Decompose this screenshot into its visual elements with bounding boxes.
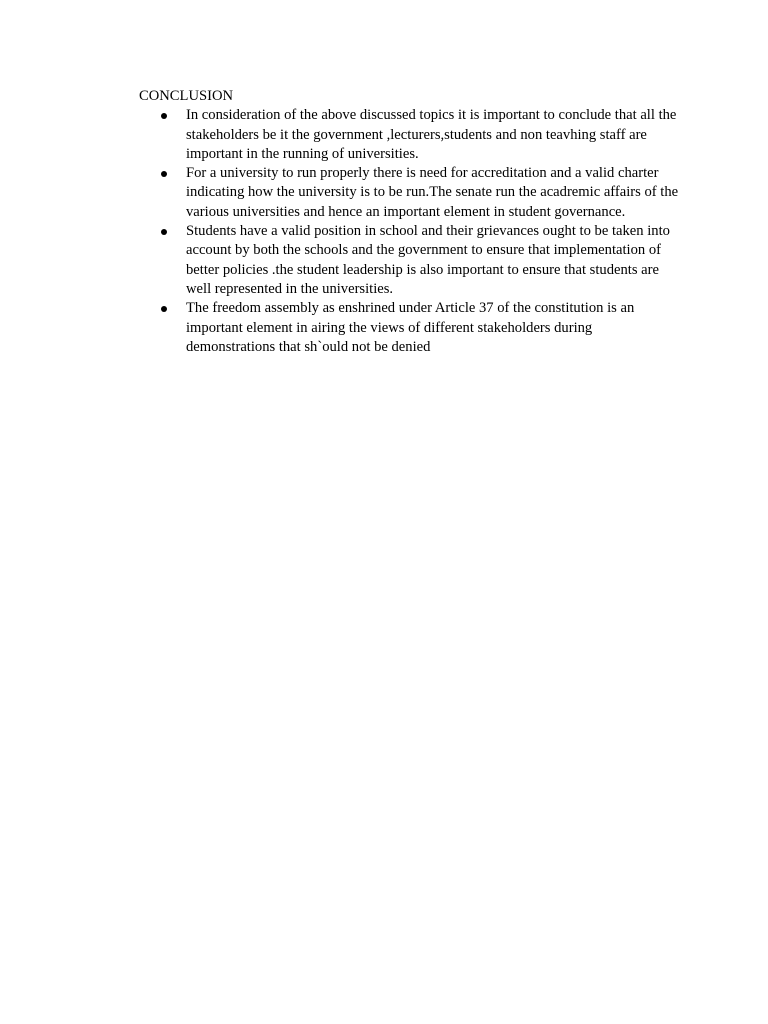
bullet-text: Students have a valid position in school and their grievances ought to be taken into account by both the schools and the government to ensure that implementation of better policies .the student leadership is also important to ensure that students are well represented in the universities. bbox=[186, 223, 670, 297]
bullet-item bbox=[139, 299, 679, 357]
bullet-list bbox=[139, 106, 679, 357]
bullet-item bbox=[139, 222, 679, 299]
bullet-item bbox=[139, 106, 679, 164]
bullet-icon bbox=[161, 171, 167, 177]
bullet-icon bbox=[161, 229, 167, 235]
document-content bbox=[139, 87, 679, 357]
bullet-icon bbox=[161, 306, 167, 312]
bullet-text: The freedom assembly as enshrined under Article 37 of the constitution is an important element in airing the views of different stakeholders during demonstrations that sh`ould not be denied bbox=[186, 300, 635, 355]
bullet-item bbox=[139, 164, 679, 222]
bullet-icon bbox=[161, 113, 167, 119]
bullet-text: For a university to run properly there is need for accreditation and a valid charter indicating how the university is to be run.The senate run the acadremic affairs of the various universities and hence an important element in student governance. bbox=[186, 165, 679, 220]
bullet-text: In consideration of the above discussed topics it is important to conclude that all the stakeholders be it the government ,lecturers,students and non teavhing staff are important in the running of universities. bbox=[186, 107, 677, 162]
section-heading: CONCLUSION bbox=[139, 88, 234, 104]
